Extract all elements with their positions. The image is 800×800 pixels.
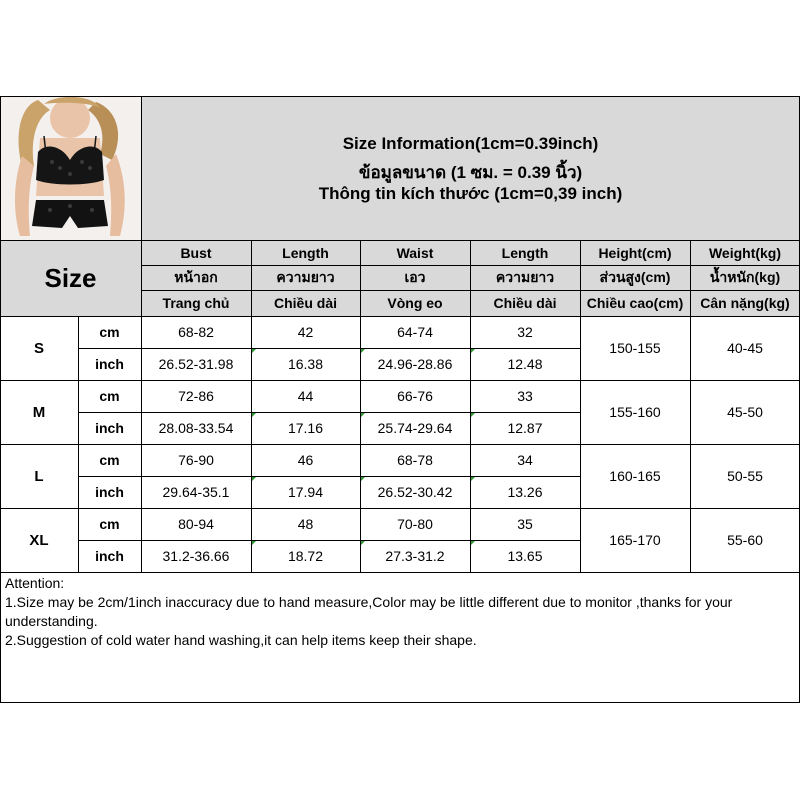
column-header-en: Waist [396, 244, 434, 261]
title-vietnamese: Thông tin kích thước (1cm=0,39 inch) [318, 184, 623, 203]
measure-cm-value: 33 [517, 388, 533, 404]
weight-range-value: 55-60 [727, 532, 763, 548]
size-header-label: Size [44, 262, 97, 293]
measure-inch-value: 13.65 [507, 548, 543, 564]
measure-inch-value: 18.72 [287, 548, 324, 564]
size-label: XL [29, 531, 49, 549]
column-header-vi: Trang chủ [162, 295, 230, 311]
grid-line [0, 444, 800, 445]
grid-line [690, 240, 691, 572]
column-header-vi: Chiều cao(cm) [586, 295, 684, 311]
measure-cm-value: 32 [517, 324, 533, 340]
cell-marker [252, 477, 256, 481]
grid-line [141, 96, 142, 316]
grid-line [0, 96, 1, 572]
height-range-value: 155-160 [609, 404, 661, 420]
grid-line [78, 540, 580, 541]
column-header-th: ส่วนสูง(cm) [599, 268, 671, 285]
measure-inch-value: 17.16 [287, 420, 324, 436]
cell-marker [361, 541, 365, 545]
height-range-value: 150-155 [609, 340, 661, 356]
grid-line [470, 240, 471, 572]
grid-line [251, 240, 252, 572]
measure-cm-value: 64-74 [397, 324, 433, 340]
column-header-en: Length [282, 244, 329, 261]
measure-inch-value: 31.2-36.66 [162, 548, 230, 564]
measure-cm-value: 42 [297, 324, 314, 340]
grid-line [0, 96, 800, 97]
weight-range-value: 50-55 [727, 468, 763, 484]
column-header-th: เอว [404, 268, 426, 285]
measure-cm-value: 80-94 [178, 516, 214, 532]
measure-cm-value: 68-82 [178, 324, 214, 340]
measure-cm-value: 44 [297, 388, 314, 404]
info-header [0, 96, 800, 240]
weight-range-value: 40-45 [727, 340, 763, 356]
attention-note-2: 2.Suggestion of cold water hand washing,it can help items keep their shape. [5, 632, 477, 648]
cell-marker [471, 541, 475, 545]
measure-inch-value: 12.48 [507, 356, 543, 372]
cell-marker [471, 477, 475, 481]
grid-line [0, 508, 800, 509]
measure-cm-value: 66-76 [397, 388, 433, 404]
column-header-vi: Chiều dài [273, 295, 337, 311]
column-header-en: Height(cm) [598, 244, 672, 261]
unit-label-cm: cm [99, 324, 120, 340]
attention-note-1: 1.Size may be 2cm/1inch inaccuracy due to hand measure,Color may be little different due to monitor ,thanks for your understanding. [5, 594, 733, 629]
attention-box [0, 572, 800, 703]
attention-heading: Attention: [5, 575, 65, 591]
measure-inch-value: 26.52-31.98 [158, 356, 234, 372]
measure-inch-value: 16.38 [287, 356, 324, 372]
unit-label-inch: inch [95, 548, 124, 564]
unit-label-inch: inch [95, 420, 124, 436]
cell-marker [471, 413, 475, 417]
measure-cm-value: 35 [517, 516, 533, 532]
column-header-vi: Chiều dài [493, 295, 557, 311]
column-header-en: Bust [180, 244, 212, 261]
measure-inch-value: 25.74-29.64 [377, 420, 453, 436]
unit-label-cm: cm [99, 388, 120, 404]
cell-marker [252, 541, 256, 545]
column-header-vi: Cân nặng(kg) [700, 295, 790, 311]
unit-label-cm: cm [99, 452, 120, 468]
grid-line [0, 240, 800, 241]
height-range-value: 165-170 [609, 532, 661, 548]
measure-cm-value: 70-80 [397, 516, 433, 532]
grid-line [360, 240, 361, 572]
cell-marker [361, 349, 365, 353]
column-header-th: หน้าอก [174, 268, 218, 285]
cell-marker [361, 413, 365, 417]
measure-cm-value: 48 [297, 516, 314, 532]
grid-line [0, 316, 800, 317]
column-header-en: Length [501, 244, 549, 261]
grid-line [0, 380, 800, 381]
unit-label-inch: inch [95, 484, 124, 500]
size-label: M [32, 403, 46, 421]
cell-marker [361, 477, 365, 481]
product-image [0, 96, 141, 240]
grid-line [78, 412, 580, 413]
title-thai: ข้อมูลขนาด (1 ซม. = 0.39 นิ้ว) [358, 163, 583, 182]
column-header-en: Weight(kg) [708, 244, 782, 261]
cell-marker [252, 413, 256, 417]
weight-range-value: 45-50 [727, 404, 763, 420]
title-english: Size Information(1cm=0.39inch) [342, 134, 599, 153]
unit-label-cm: cm [99, 516, 120, 532]
cell-marker [471, 349, 475, 353]
size-label: L [34, 467, 44, 485]
measure-inch-value: 13.26 [507, 484, 543, 500]
measure-cm-value: 46 [297, 452, 314, 468]
column-header-vi: Vòng eo [387, 295, 443, 311]
cell-marker [252, 349, 256, 353]
measure-cm-value: 72-86 [178, 388, 214, 404]
grid-line [78, 348, 580, 349]
measure-inch-value: 26.52-30.42 [377, 484, 453, 500]
unit-label-inch: inch [95, 356, 124, 372]
measure-inch-value: 29.64-35.1 [162, 484, 230, 500]
column-header-th: น้ำหนัก(kg) [709, 268, 781, 285]
measure-cm-value: 68-78 [397, 452, 433, 468]
size-label: S [33, 339, 44, 357]
measure-inch-value: 17.94 [287, 484, 324, 500]
height-range-value: 160-165 [609, 468, 661, 484]
measure-inch-value: 27.3-31.2 [385, 548, 445, 564]
grid-line [78, 476, 580, 477]
measure-cm-value: 76-90 [178, 452, 214, 468]
column-header-th: ความยาว [495, 268, 555, 285]
measure-inch-value: 28.08-33.54 [158, 420, 234, 436]
measure-inch-value: 12.87 [507, 420, 543, 436]
grid-line [580, 240, 581, 572]
column-header-th: ความยาว [276, 268, 335, 285]
measure-inch-value: 24.96-28.86 [377, 356, 453, 372]
measure-cm-value: 34 [517, 452, 533, 468]
